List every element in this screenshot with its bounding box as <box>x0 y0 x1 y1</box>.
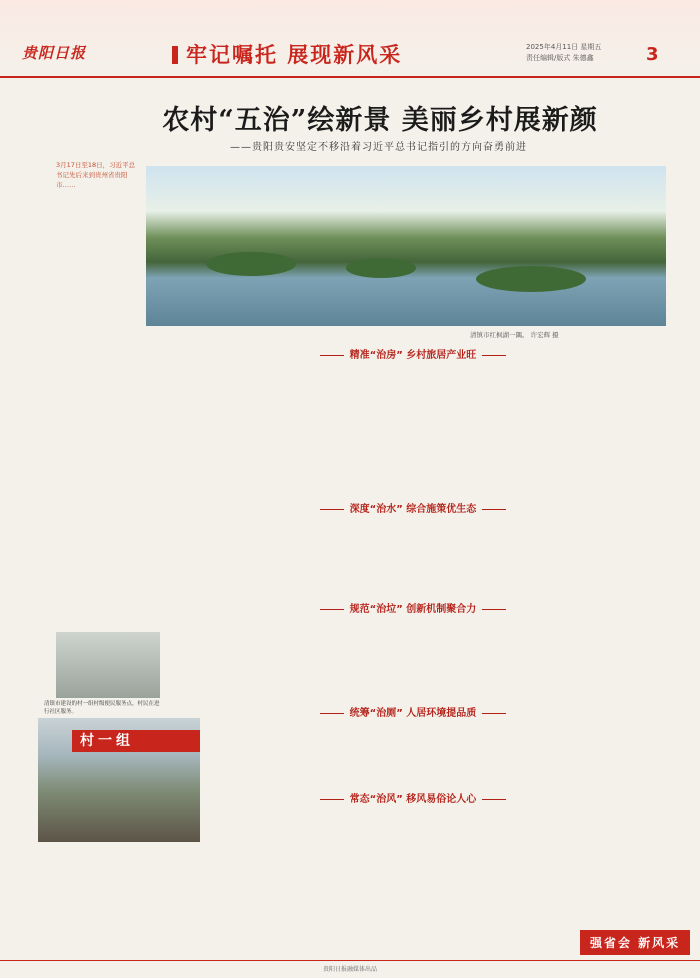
section-title-2: 深度“治水” 综合施策优生态 <box>298 500 528 515</box>
top-photo-caption <box>470 330 559 339</box>
article-headline: 农村“五治”绘新景 美丽乡村展新颜 <box>162 105 598 136</box>
issue-meta <box>526 42 601 64</box>
body-text-block-5 <box>210 806 660 924</box>
page-footer: 贵阳日报融媒体出品 <box>0 960 700 978</box>
body-text-block-2 <box>148 516 660 596</box>
island-shape <box>476 266 586 292</box>
lede-paragraph: 3月17日至18日，习近平总书记先后来到贵州省贵阳市…… <box>56 161 136 189</box>
body-text-block-3 <box>170 616 660 702</box>
village-service-photo <box>56 632 160 698</box>
lake-landscape-photo <box>146 166 666 326</box>
newspaper-logo: 贵阳日报 <box>22 44 87 62</box>
island-shape <box>206 252 296 276</box>
island-shape <box>346 258 416 278</box>
masthead <box>0 0 700 78</box>
section-title-1: 精准“治房” 乡村旅居产业旺 <box>298 346 528 361</box>
top-photo-credit: 许宏辉 摄 <box>530 331 559 339</box>
section-title-3: 规范“治垃” 创新机制聚合力 <box>298 600 528 615</box>
issue-date: 2025年4月11日 星期五 <box>526 43 602 51</box>
article-subheadline: ——贵阳贵安坚定不移沿着习近平总书记指引的方向奋勇前进 <box>230 142 527 153</box>
body-text-block-1 <box>148 362 660 472</box>
section-title-5: 常态“治风” 移风易俗论人心 <box>298 790 528 805</box>
page-number: 3 <box>646 44 659 65</box>
body-text-block-4 <box>210 720 660 784</box>
top-photo-caption-text: 清镇市红枫湖一隅。 <box>470 331 529 339</box>
side-photo-caption: 清镇市建设的村一组村级便民服务点，村民在进行社区服务。 <box>44 701 160 715</box>
column-tag: 强省会 新风采 <box>580 930 690 955</box>
editor-line: 责任编辑/版式 朱德鑫 <box>526 54 594 62</box>
booth-sign: 村一组 <box>72 730 200 752</box>
village-booth-photo <box>38 718 200 842</box>
column-banner: 牢记嘱托 展现新风采 <box>186 38 516 72</box>
section-title-4: 统筹“治厕” 人居环境提品质 <box>298 704 528 719</box>
